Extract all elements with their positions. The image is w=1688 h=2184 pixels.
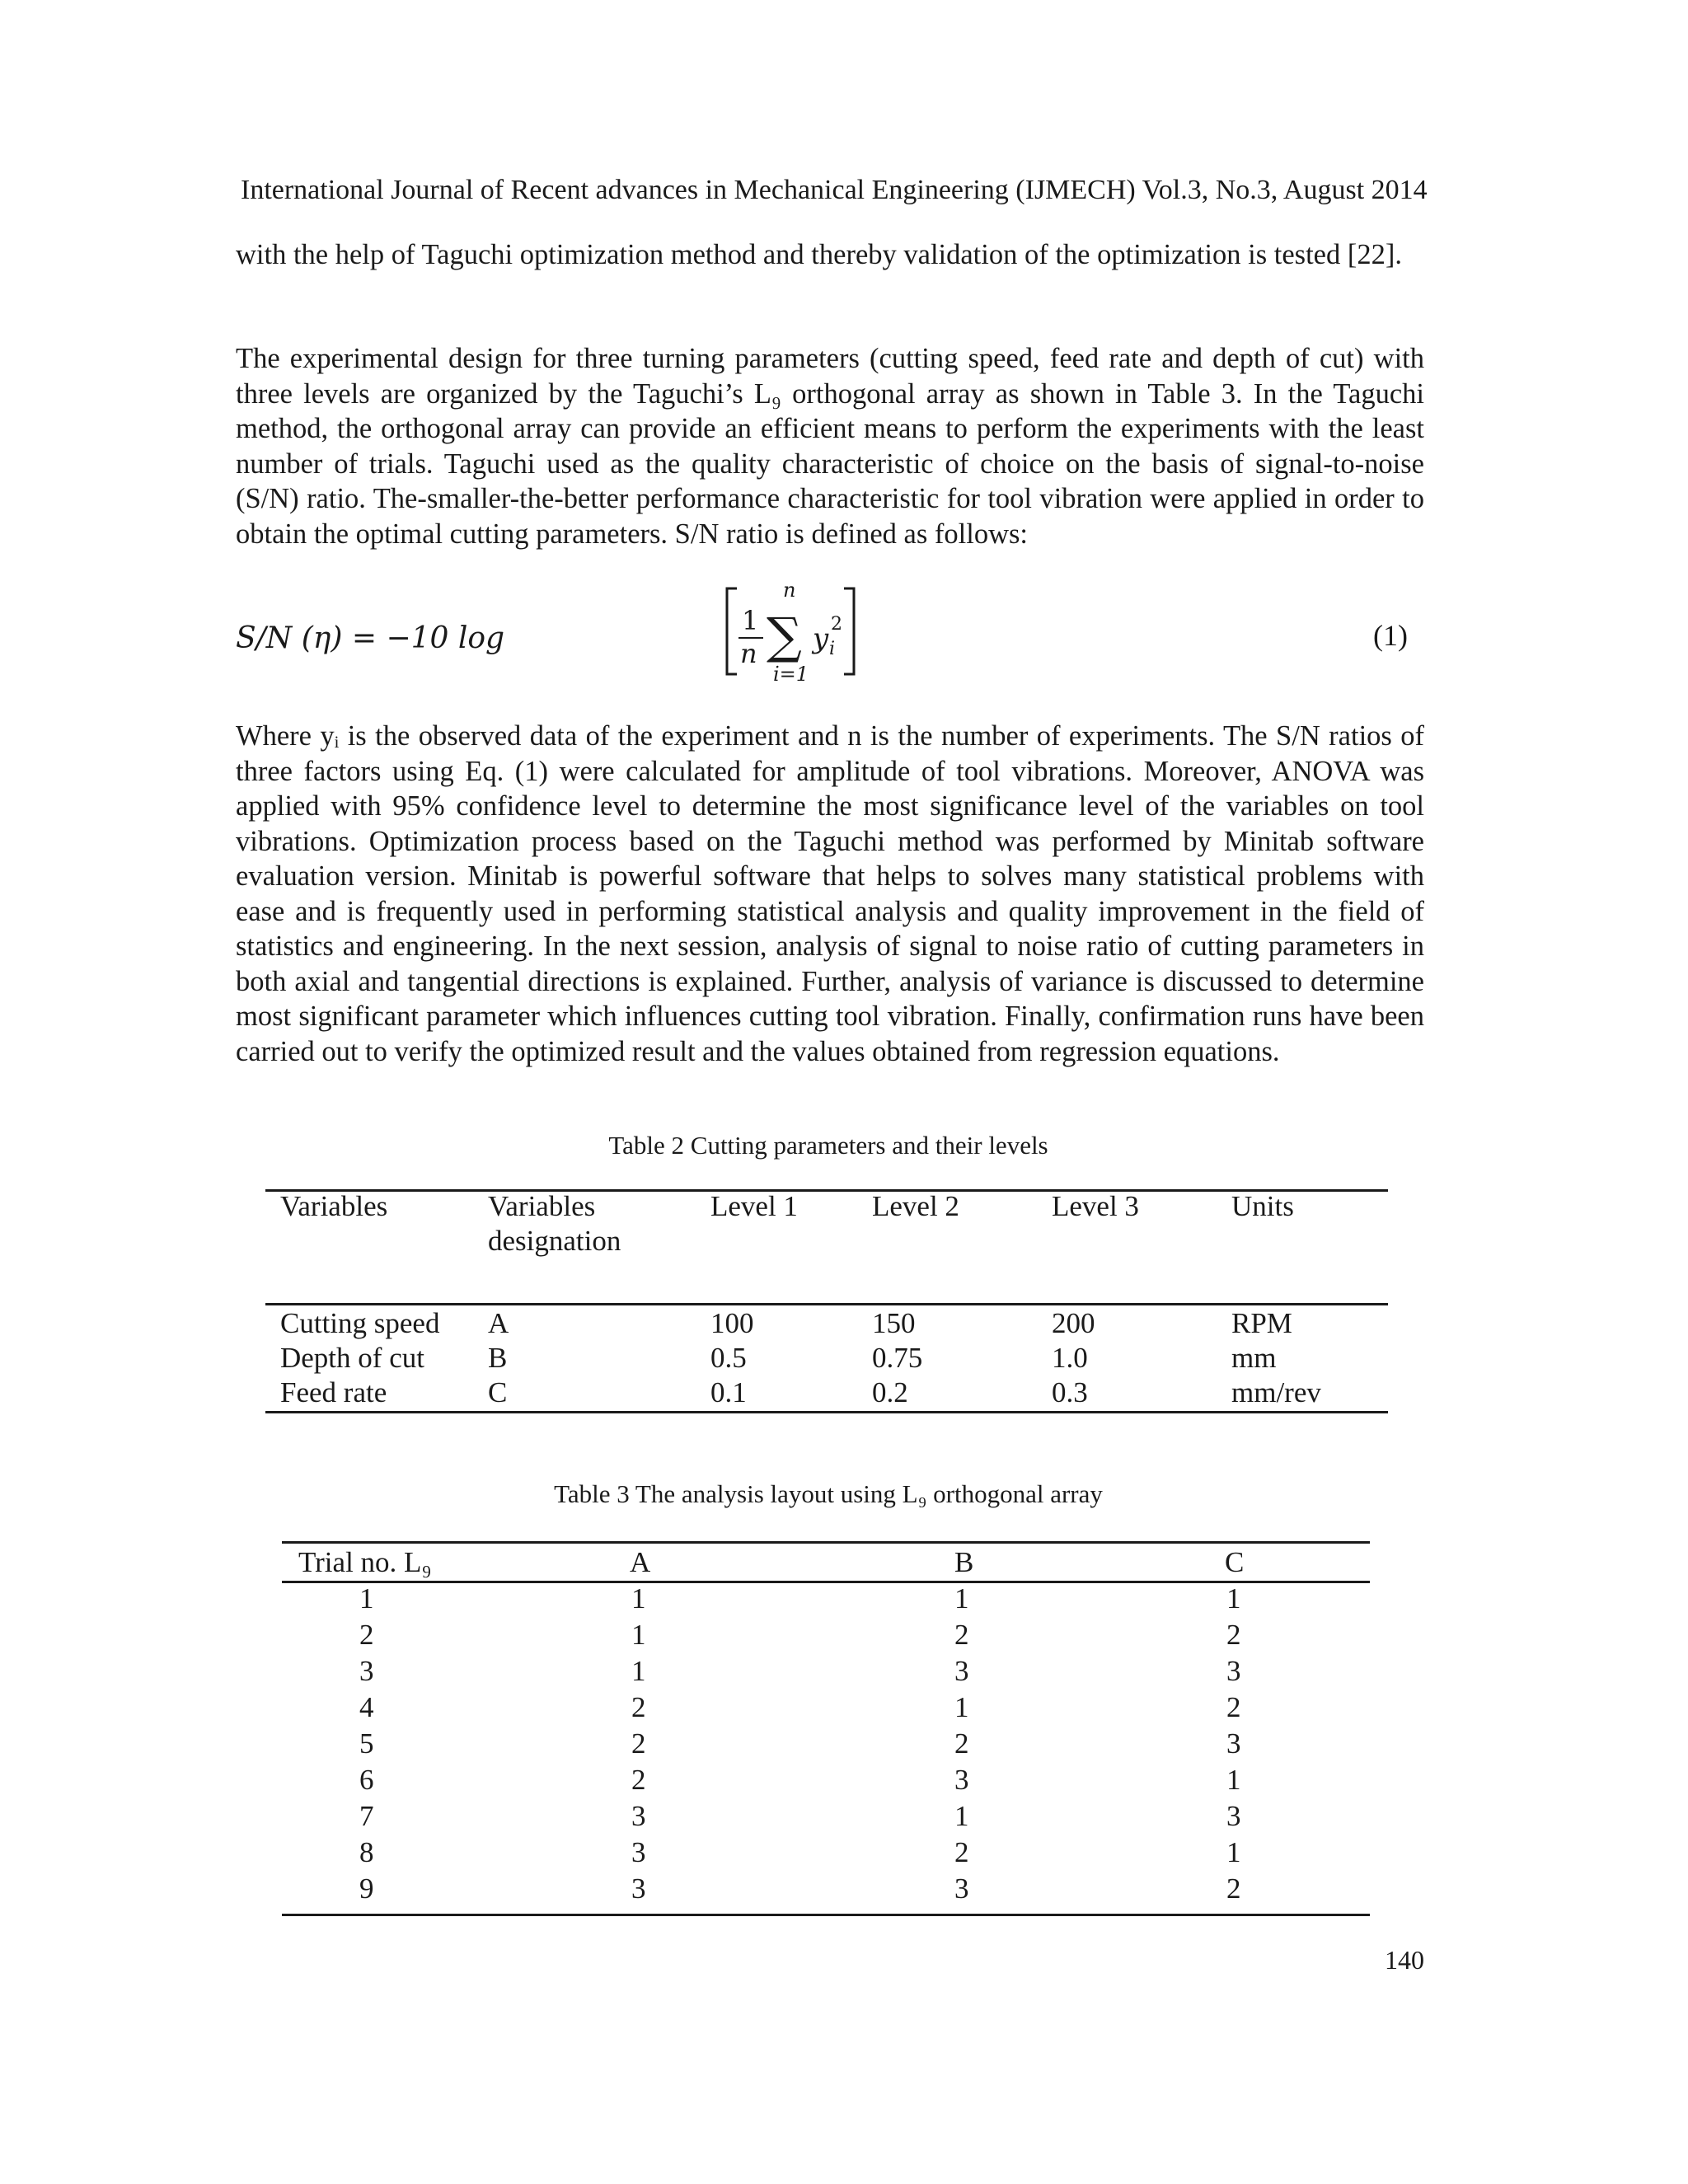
paragraph-experimental-design: The experimental design for three turning parameters (cutting speed, feed rate and depth of cut) with three levels are organized by the Taguchi’s L₉ orthogonal array as shown in Table 3. In the Taguchi method, the orthogonal array can provide an efficient means to perform the experiments with the least number of trials. Taguchi used as the quality characteristic of choice on the basis of signal-to-noise (S/N) ratio. The-smaller-the-better performance characteristic for tool vibration were applied in order to obtain the optimal cutting parameters. S/N ratio is defined as follows: xyxy=(236,343,1424,550)
table3-header-cell: B xyxy=(954,1546,974,1578)
table3-bottom-rule xyxy=(282,1914,1370,1916)
table3-header-cell: A xyxy=(630,1546,651,1578)
table3-cell: 3 xyxy=(954,1655,969,1687)
table3-cell: 9 xyxy=(359,1872,374,1905)
table2-cell: 0.3 xyxy=(1052,1376,1088,1408)
table3-cell: 1 xyxy=(954,1582,969,1615)
table3-cell: 1 xyxy=(631,1582,646,1615)
table2-cell: 0.2 xyxy=(872,1376,908,1408)
table3-cell: 3 xyxy=(631,1800,646,1832)
table2-cell: 0.1 xyxy=(710,1376,747,1408)
table2 xyxy=(265,1189,1388,1413)
table2-header-cell: Level 2 xyxy=(872,1190,959,1222)
table2-cell: 0.5 xyxy=(710,1342,747,1374)
table2-cell: Feed rate xyxy=(280,1376,387,1408)
table2-cell: B xyxy=(488,1342,508,1374)
table2-cell: mm xyxy=(1231,1342,1277,1374)
table2-cell: A xyxy=(488,1307,509,1339)
table2-header-cell: Units xyxy=(1231,1190,1294,1222)
table3-cell: 2 xyxy=(631,1764,646,1796)
table3-caption: Table 3 The analysis layout using L₉ orthogonal array xyxy=(554,1479,1103,1508)
equation-term: y xyxy=(813,622,829,655)
table3-cell: 2 xyxy=(1226,1691,1241,1723)
table2-cell: 1.0 xyxy=(1052,1342,1088,1374)
equation-frac-num: 1 xyxy=(742,605,759,636)
table3-cell: 2 xyxy=(631,1691,646,1723)
page-number: 140 xyxy=(1385,1945,1424,1975)
equation-sum-upper: n xyxy=(783,579,796,602)
equation-frac-den: n xyxy=(740,638,757,669)
table2-header-cell: designation xyxy=(488,1225,621,1257)
table2-header-cell: Variables xyxy=(488,1190,596,1222)
table3-header-rule xyxy=(282,1581,1370,1583)
paragraph-methodology: Where yᵢ is the observed data of the experiment and n is the number of experiments. The S/N ratios of three factors using Eq. (1) were calculated for amplitude of tool vibrations. Moreover, ANOVA was applied with 95% confidence level to determine the most significance level of the variables on tool vibrations. Optimization process based on the Taguchi method was performed by Minitab software evaluation version. Minitab is powerful software that helps to solves many statistical problems with ease and is frequently used in performing statistical analysis and quality improvement in the field of statistics and engineering. In the next session, analysis of signal to noise ratio of cutting parameters in both axial and tangential directions is explained. Further, analysis of variance is discussed to determine most significant parameter which influences cutting tool vibration. Finally, confirmation runs have been carried out to verify the optimized result and the values obtained from regression equations. xyxy=(236,720,1424,1067)
table3-cell: 1 xyxy=(359,1582,374,1615)
table2-header-cell: Variables xyxy=(280,1190,388,1222)
table3-header-cell: C xyxy=(1225,1546,1245,1578)
table3-cell: 1 xyxy=(1226,1764,1241,1796)
table3-cell: 2 xyxy=(1226,1619,1241,1651)
equation-graphic xyxy=(236,579,895,694)
equation-sn-ratio xyxy=(236,579,1424,694)
equation-term-sup: 2 xyxy=(831,614,842,635)
equation-number: (1) xyxy=(1373,619,1408,652)
table3-cell: 2 xyxy=(954,1836,969,1868)
running-header: International Journal of Recent advances in Mechanical Engineering (IJMECH) Vol.3, No.3, August 2014 xyxy=(241,175,1428,205)
table3-cell: 3 xyxy=(954,1764,969,1796)
table2-header-cell: Level 1 xyxy=(710,1190,798,1222)
table3-cell: 3 xyxy=(1226,1800,1241,1832)
table3-cell: 3 xyxy=(1226,1655,1241,1687)
table2-cell: 200 xyxy=(1052,1307,1095,1339)
table3-cell: 3 xyxy=(631,1836,646,1868)
paragraph-continuation: with the help of Taguchi optimization method and thereby validation of the optimization is tested [22]. xyxy=(236,239,1402,270)
table3-top-rule xyxy=(282,1541,1370,1544)
table2-cell: 0.75 xyxy=(872,1342,923,1374)
table3-cell: 3 xyxy=(631,1872,646,1905)
table3-header-cell: Trial no. L₉ xyxy=(298,1546,432,1578)
table3-cell: 1 xyxy=(631,1619,646,1651)
table3-cell: 5 xyxy=(359,1727,374,1760)
table2-cell: Depth of cut xyxy=(280,1342,424,1374)
table3-cell: 2 xyxy=(954,1727,969,1760)
table3-cell: 7 xyxy=(359,1800,374,1832)
table2-bottom-rule xyxy=(265,1411,1388,1413)
equation-term-sub: i xyxy=(829,639,836,659)
table3-cell: 2 xyxy=(1226,1872,1241,1905)
table2-header-cell: Level 3 xyxy=(1052,1190,1139,1222)
table2-cell: Cutting speed xyxy=(280,1307,440,1339)
table2-cell: mm/rev xyxy=(1231,1376,1321,1408)
table3-cell: 2 xyxy=(954,1619,969,1651)
table2-cell: C xyxy=(488,1376,508,1408)
table2-cell: 150 xyxy=(872,1307,916,1339)
table2-caption: Table 2 Cutting parameters and their levels xyxy=(608,1131,1048,1160)
table3-cell: 8 xyxy=(359,1836,374,1868)
table3-cell: 1 xyxy=(1226,1582,1241,1615)
equation-lhs: S/N (η) = −10 log xyxy=(236,621,505,655)
table3-cell: 3 xyxy=(954,1872,969,1905)
table2-cell: 100 xyxy=(710,1307,754,1339)
equation-sum-lower: i=1 xyxy=(773,663,809,686)
table3-cell: 3 xyxy=(1226,1727,1241,1760)
table3-cell: 1 xyxy=(1226,1836,1241,1868)
table3 xyxy=(282,1541,1370,1929)
table3-cell: 1 xyxy=(954,1691,969,1723)
table3-cell: 1 xyxy=(631,1655,646,1687)
table2-cell: RPM xyxy=(1231,1307,1292,1339)
table3-cell: 4 xyxy=(359,1691,374,1723)
summation-symbol: ∑ xyxy=(767,607,802,665)
table3-cell: 2 xyxy=(631,1727,646,1760)
table3-cell: 2 xyxy=(359,1619,374,1651)
table2-mid-rule xyxy=(265,1303,1388,1305)
table3-cell: 6 xyxy=(359,1764,374,1796)
table2-top-rule xyxy=(265,1189,1388,1192)
table3-cell: 1 xyxy=(954,1800,969,1832)
table3-cell: 3 xyxy=(359,1655,374,1687)
